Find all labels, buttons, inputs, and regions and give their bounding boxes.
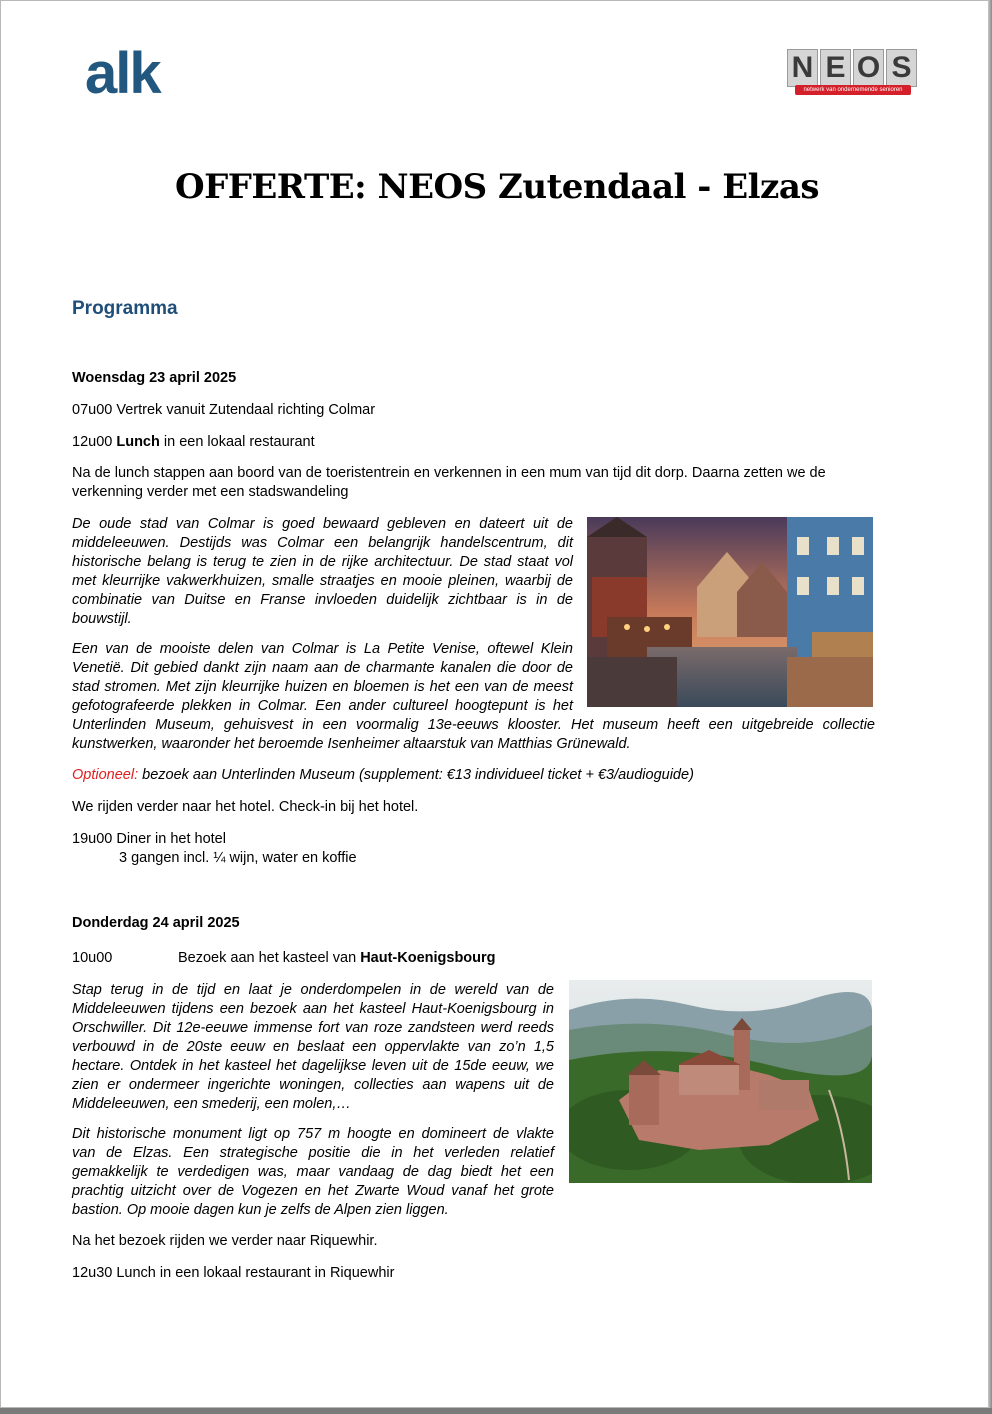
- day2-visit: [178, 949, 496, 968]
- day2-after-visit: Na het bezoek rijden we verder naar Riquewhir.: [72, 1233, 378, 1249]
- page-edge-shadow: [988, 0, 992, 1408]
- text-line: Een van de mooiste delen van Colmar is La Petite Venise, oftewel Klein: [72, 641, 573, 657]
- day1-colmar-description: [72, 515, 573, 629]
- neos-logo: [787, 49, 917, 97]
- text-line: gefotografeerde plekken in Colmar. Een ander cultureel hoogtepunt is het: [72, 698, 573, 714]
- text-line: Middeleeuwen, een smederij, een molen,…: [72, 1096, 351, 1112]
- day2-castle-description: [72, 981, 554, 1114]
- day1-optional: [72, 766, 694, 785]
- day1-lunch: [72, 433, 315, 452]
- text-line: Unterlinden Museum, gehuisvest in een voormalig 13e-eeuws klooster. Het museum heeft een uitgebreide collectie: [72, 717, 875, 733]
- text-line: De oude stad van Colmar is goed bewaard gebleven en dateert uit de: [72, 516, 573, 532]
- text-line: zien er ondermeer ingerichte woningen, collecties aan wapens uit de: [72, 1077, 554, 1093]
- optional-label: Optioneel:: [72, 767, 139, 783]
- day2-monument-description: [72, 1125, 554, 1220]
- text-line: prachtig uitzicht over de Vogezen en het Zwarte Woud vanaf het grote: [72, 1183, 554, 1199]
- text-line: Orschwiller. Dit 12e-eeuwe immense fort van roze zandsteen werd reeds: [72, 1020, 554, 1036]
- text-line: historische belang is terug te zien in de rijke architectuur. De stad staat vol: [72, 554, 573, 570]
- day1-lunch-bold: Lunch: [116, 434, 160, 450]
- day2-visit-text: Bezoek aan het kasteel van: [178, 950, 357, 966]
- optional-text: bezoek aan Unterlinden Museum (supplement: €13 individueel ticket + €3/audioguide): [142, 767, 694, 783]
- text-line: Middeleeuwen tijdens een bezoek aan het kasteel Haut-Koenigsbourg in: [72, 1001, 554, 1017]
- text-line: hectare. Ontdek in het kasteel het dagelijkse leven uit de 15de eeuw, we: [72, 1058, 554, 1074]
- day2-lunch: 12u30 Lunch in een lokaal restaurant in Riquewhir: [72, 1265, 395, 1281]
- text-line: met kleurrijke vakwerkhuizen, smalle straatjes en mooie pleinen, waarbij de: [72, 573, 573, 589]
- day1-paragraph: Na de lunch stappen aan boord van de toeristentrein en verkennen in een mum van tijd dit dorp. Daarna zetten we de verkenning verder met een stadswandeling: [72, 465, 826, 500]
- day1-museum-description: [72, 716, 875, 754]
- day1-lunch-time: 12u00: [72, 434, 113, 450]
- document-title: OFFERTE: NEOS Zutendaal - Elzas: [174, 167, 819, 207]
- page-bottom-border: [0, 1408, 992, 1414]
- neos-logo-letter: E: [820, 49, 851, 87]
- day1-departure: 07u00 Vertrek vanuit Zutendaal richting Colmar: [72, 402, 376, 418]
- colmar-photo: [587, 517, 873, 707]
- text-line: bouwstijl.: [72, 611, 132, 627]
- neos-logo-letter: S: [886, 49, 917, 87]
- text-line: Venetië. Dit gebied dankt zijn naam aan de charmante kanalen die door de: [72, 660, 573, 676]
- text-line: middeleeuwen. Destijds was Colmar een belangrijk handelscentrum, dit: [72, 535, 573, 551]
- text-line: bastion. Op mooie dagen kun je zelfs de Alpen zien liggen.: [72, 1202, 449, 1218]
- day2-date: Donderdag 24 april 2025: [72, 915, 240, 931]
- castle-photo: [569, 980, 872, 1183]
- neos-logo-tagline: netwerk van ondernemende senioren: [795, 85, 911, 95]
- day1-petite-venise-description: [72, 640, 573, 716]
- neos-logo-letter: O: [853, 49, 884, 87]
- text-line: Stap terug in de tijd en laat je onderdompelen in de wereld van de: [72, 982, 554, 998]
- text-line: Dit historische monument ligt op 757 m hoogte en domineert de vlakte: [72, 1126, 554, 1142]
- neos-logo-letter: N: [787, 49, 818, 87]
- day1-dinner-detail: 3 gangen incl. ¼ wijn, water en koffie: [119, 850, 357, 866]
- alk-logo: alk: [85, 41, 160, 106]
- section-heading-programma: Programma: [72, 298, 178, 319]
- day2-visit-bold: Haut-Koenigsbourg: [360, 950, 496, 966]
- text-line: kunstwerken, waaronder het beroemde Isenheimer altaarstuk van Matthias Grünewald.: [72, 736, 631, 752]
- day1-hotel: We rijden verder naar het hotel. Check-in bij het hotel.: [72, 799, 419, 815]
- text-line: verbouwd in de 20ste eeuw en beslaat een oppervlakte van zo’n 1,5: [72, 1039, 554, 1055]
- text-line: gemakkelijk te verdedigen was, maar vandaag de dag biedt het een: [72, 1164, 554, 1180]
- text-line: stad stromen. Met zijn kleurrijke huizen en bloemen is het een van de meest: [72, 679, 573, 695]
- day1-date: Woensdag 23 april 2025: [72, 370, 237, 386]
- day2-visit-time: 10u00: [72, 950, 113, 966]
- text-line: combinatie van Duitse en Franse invloeden duidelijk zichtbaar is in de: [72, 592, 573, 608]
- day1-dinner: 19u00 Diner in het hotel: [72, 831, 226, 847]
- day1-lunch-rest: in een lokaal restaurant: [163, 434, 315, 450]
- text-line: van de Elzas. Een strategische positie die in het verleden relatief: [72, 1145, 554, 1161]
